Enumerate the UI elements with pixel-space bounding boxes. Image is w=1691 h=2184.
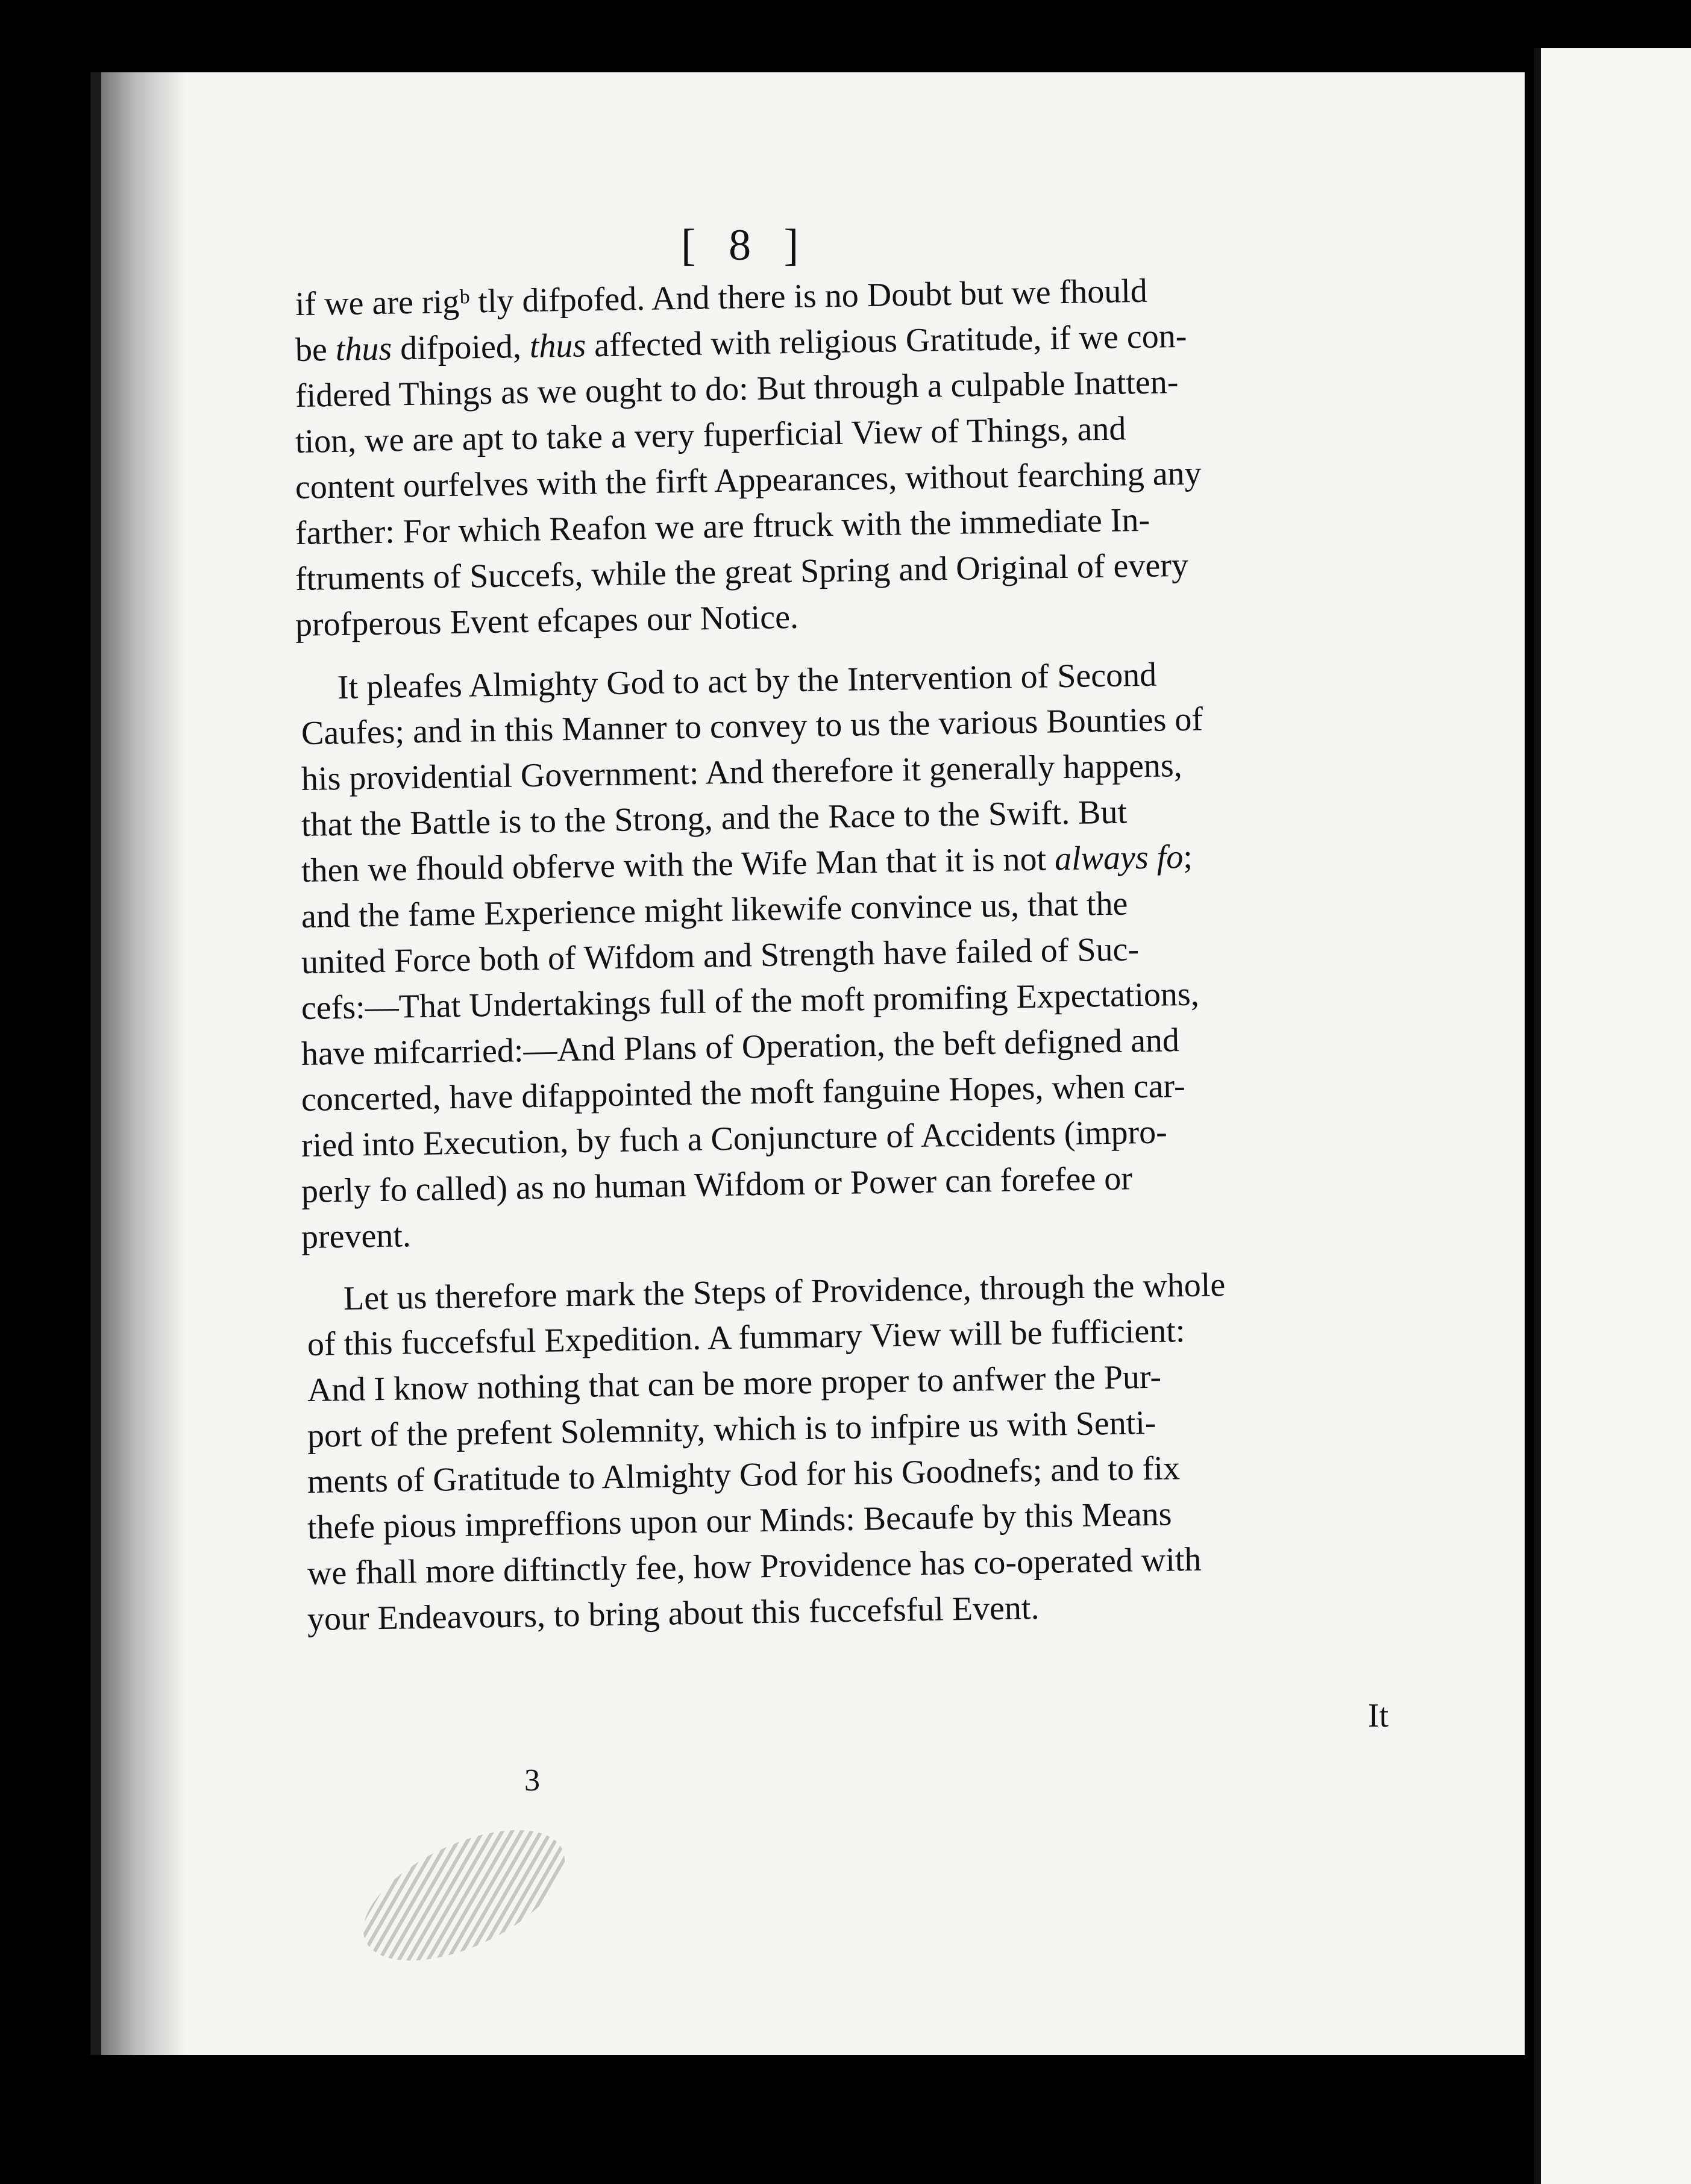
text-line: content ourfelves with the firft Appearances, without fearching any — [295, 454, 1202, 506]
text-line: his providential Government: And therefore it generally happens, — [301, 747, 1183, 798]
text-line: Caufes; and in this Manner to convey to us the various Bounties of — [301, 700, 1203, 752]
text-line: thefe pious impreffions upon our Minds: Becaufe by this Means — [307, 1495, 1172, 1546]
text-line: prevent. — [301, 1217, 412, 1256]
text-line: have mifcarried:—And Plans of Operation, the beft defigned and — [301, 1021, 1180, 1073]
text-line: that the Battle is to the Strong, and the Race to the Swift. But — [301, 793, 1128, 844]
facing-page-edge — [1534, 48, 1691, 2184]
catchword: It — [1368, 1697, 1389, 1734]
text-line: if we are rigᵇ tly difpofed. And there is no Doubt but we fhould — [295, 272, 1148, 323]
text-line: profperous Event efcapes our Notice. — [295, 598, 799, 644]
text-line: And I know nothing that can be more proper to anfwer the Pur- — [307, 1358, 1162, 1409]
text-line: of this fuccefsful Expedition. A fummary View will be fufficient: — [307, 1312, 1185, 1363]
text-line: ments of Gratitude to Almighty God for his Goodnefs; and to fix — [307, 1449, 1181, 1501]
signature-mark: 3 — [524, 1763, 540, 1798]
text-line: concerted, have difappointed the moft fanguine Hopes, when car- — [301, 1067, 1186, 1119]
text-line: Let us therefore mark the Steps of Providence, through the whole — [343, 1266, 1226, 1317]
text-line: united Force both of Wifdom and Strength have failed of Suc- — [301, 930, 1140, 981]
text-line: It pleafes Almighty God to act by the Intervention of Second — [337, 656, 1157, 706]
text-line: then we fhould obferve with the Wife Man that it is not always fo; — [301, 838, 1193, 890]
text-line: port of the prefent Solemnity, which is to infpire us with Senti- — [307, 1404, 1156, 1455]
text-line: perly fo called) as no human Wifdom or Power can forefee or — [301, 1159, 1133, 1210]
text-line: and the fame Experience might likewife convince us, that the — [301, 885, 1128, 935]
text-line: cefs:—That Undertakings full of the moft promifing Expectations, — [301, 975, 1200, 1027]
text-line: tion, we are apt to take a very fuperficial View of Things, and — [295, 410, 1126, 460]
text-line: fidered Things as we ought to do: But through a culpable Inatten- — [295, 363, 1179, 415]
text-line: ftruments of Succefs, while the great Spring and Original of every — [295, 546, 1189, 598]
text-line: be thus difpoied, thus affected with religious Gratitude, if we con- — [295, 317, 1187, 369]
text-line: we fhall more diftinctly fee, how Providence has co-operated with — [307, 1540, 1202, 1592]
text-line: farther: For which Reafon we are ftruck with the immediate In- — [295, 501, 1150, 552]
page-number-header: [ 8 ] — [681, 221, 810, 270]
text-line: your Endeavours, to bring about this fuccefsful Event. — [307, 1589, 1040, 1638]
text-line: ried into Execution, by fuch a Conjuncture of Accidents (impro- — [301, 1113, 1168, 1164]
